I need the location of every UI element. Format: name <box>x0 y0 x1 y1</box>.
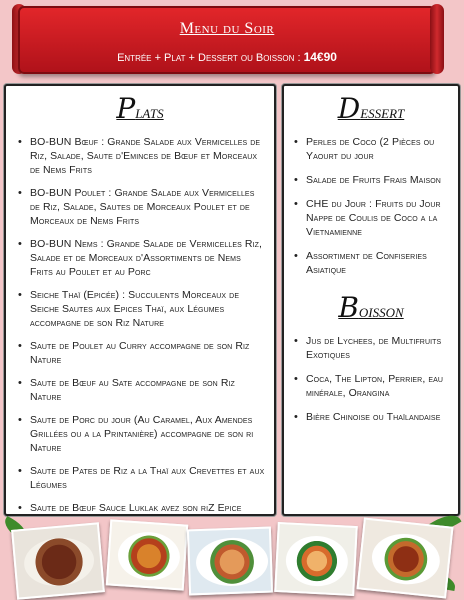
boisson-title-cap: B <box>338 291 359 324</box>
list-item: • Salade de Fruits Frais Maison <box>296 173 452 187</box>
list-item: • Jus de Lychees, de Multifruits Exotiques <box>296 334 452 362</box>
food-photo-strip <box>0 512 464 600</box>
banner-scroll-right <box>430 4 444 74</box>
boisson-title <box>284 291 458 324</box>
dessert-title-rest: essert <box>360 102 405 123</box>
boisson-title-rest: oisson <box>358 301 404 322</box>
dessert-title-cap: D <box>337 92 361 125</box>
list-item: • Bière Chinoise ou Thaïlandaise <box>296 410 452 424</box>
dish-plate <box>22 535 96 589</box>
list-item: • BO-BUN Poulet : Grande Salade aux Vermicelles de Riz, Salade, Sautes de Morceaux Poulet et de Morceaux de Nems Frits <box>20 186 266 228</box>
food-photo <box>274 522 358 596</box>
list-item: • Saute de Bœuf au Sate accompagne de son Riz Nature <box>20 376 266 404</box>
list-item: • Coca, The Lipton, Perrier, eau minérale, Orangina <box>296 372 452 400</box>
formula-separator: : <box>297 52 301 64</box>
list-item: • Saute de Poulet au Curry accompagne de son Riz Nature <box>20 339 266 367</box>
menu-banner <box>18 6 436 74</box>
dessert-title <box>284 92 458 125</box>
list-item: • Assortiment de Confiseries Asiatique <box>296 249 452 277</box>
plats-panel <box>4 84 276 516</box>
plats-list <box>6 135 274 515</box>
list-item: • BO-BUN Nems : Grande Salade de Vermicelles Riz, Salade et de Morceaux d'Assortiments de Nems Frits au Poulet et au Porc <box>20 237 266 279</box>
list-item: • BO-BUN Bœuf : Grande Salade aux Vermicelles de Riz, Salade, Saute d'Eminces de Bœuf et Morceaux de Nems Frits <box>20 135 266 177</box>
list-item: • Saute de Pates de Riz a la Thaï aux Crevettes et aux Légumes <box>20 464 266 492</box>
dessert-list <box>284 135 458 277</box>
formula-text: Entrée + Plat + Dessert ou Boisson <box>117 52 295 64</box>
list-item: • Perles de Coco (2 Pièces ou Yaourt du jour <box>296 135 452 163</box>
food-photo <box>106 519 188 590</box>
list-item: • Seiche Thaï (Epicée) : Succulents Morceaux de Seiche Sautes aux Epices Thaï, aux Légumes accompagne de son Riz Nature <box>20 288 266 330</box>
menu-formula <box>20 50 434 64</box>
boisson-list <box>284 334 458 424</box>
dish-plate <box>195 537 269 587</box>
dish-plate <box>369 531 442 588</box>
food-photo <box>11 522 105 599</box>
food-photo <box>187 527 273 596</box>
food-photo <box>356 517 453 598</box>
list-item: • Saute de Porc du jour (Au Caramel, Aux Amendes Grillées ou a la Printanière) accompagne de son ri Nature <box>20 413 266 455</box>
dessert-boisson-panel <box>282 84 460 516</box>
dish-plate <box>116 530 181 582</box>
list-item: • CHE du Jour : Fruits du Jour Nappe de Coulis de Coco a la Vietnamienne <box>296 197 452 239</box>
dish-plate <box>285 534 350 587</box>
plats-title <box>6 92 274 125</box>
menu-title: Menu du Soir <box>179 20 275 37</box>
plats-title-cap: P <box>116 92 136 125</box>
formula-price: 14€90 <box>303 50 337 64</box>
plats-title-rest: lats <box>135 102 164 123</box>
list-item: • Saute de Bœuf Sauce Luklak avez son riZ Epice <box>20 501 266 515</box>
